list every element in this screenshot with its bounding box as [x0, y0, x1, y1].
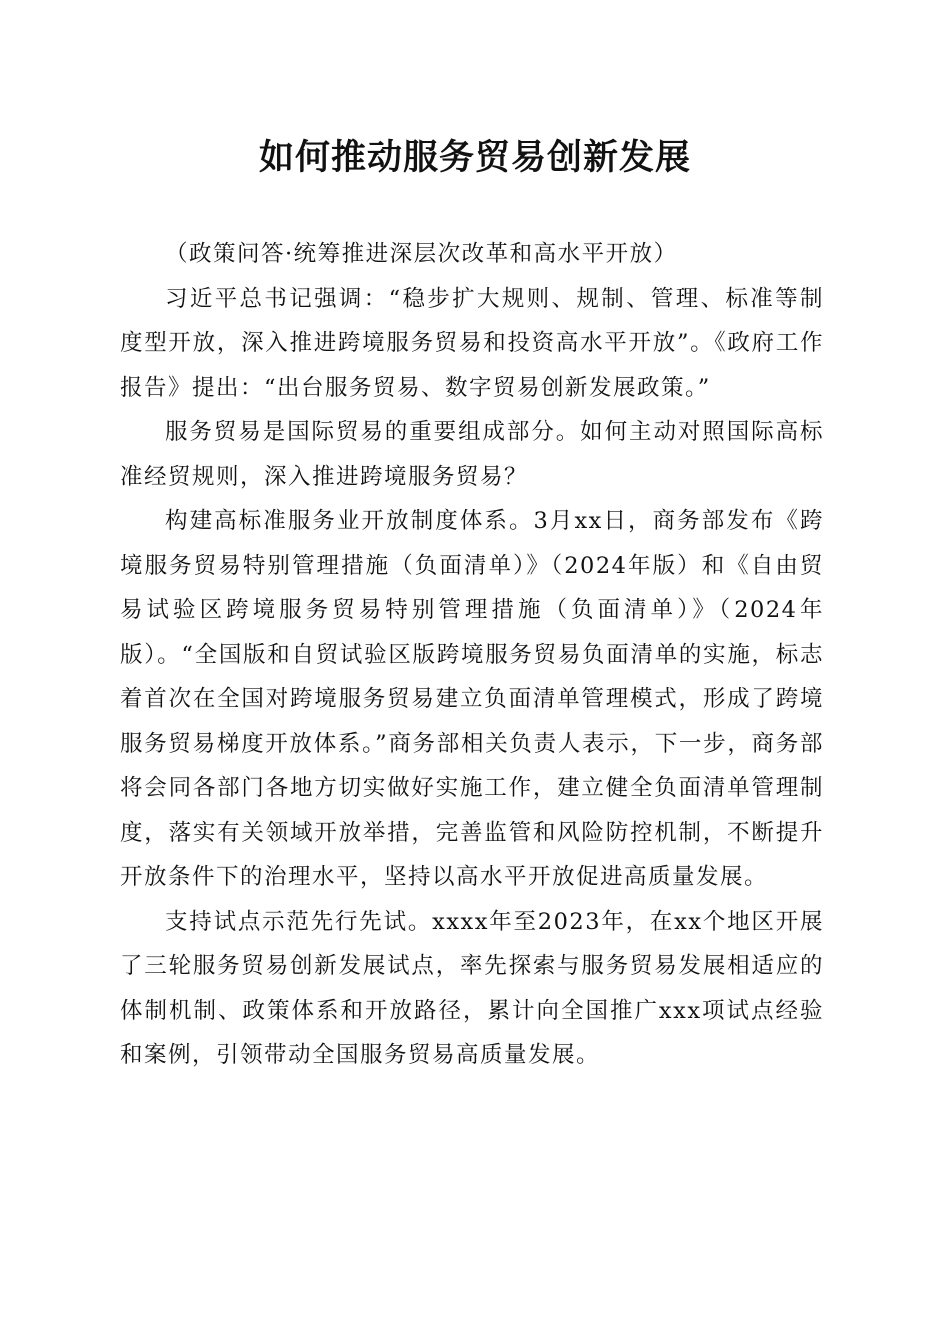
document-body: [120, 232, 824, 1078]
body-paragraph: 习近平总书记强调：“稳步扩大规则、规制、管理、标准等制度型开放，深入推进跨境服务贸易和投资高水平开放”。《政府工作报告》提出：“出台服务贸易、数字贸易创新发展政策。”: [120, 285, 824, 401]
body-paragraph: 构建高标准服务业开放制度体系。3月xx日，商务部发布《跨境服务贸易特别管理措施（负面清单）》（2024年版）和《自由贸易试验区跨境服务贸易特别管理措施（负面清单）》（2024年版）。“全国版和自贸试验区版跨境服务贸易负面清单的实施，标志着首次在全国对跨境服务贸易建立负面清单管理模式，形成了跨境服务贸易梯度开放体系。”商务部相关负责人表示，下一步，商务部将会同各部门各地方切实做好实施工作，建立健全负面清单管理制度，落实有关领域开放举措，完善监管和风险防控机制，不断提升开放条件下的治理水平，坚持以高水平开放促进高质量发展。: [120, 508, 824, 890]
body-paragraph: 支持试点示范先行先试。xxxx年至2023年，在xx个地区开展了三轮服务贸易创新发展试点，率先探索与服务贸易发展相适应的体制机制、政策体系和开放路径，累计向全国推广xxx项试点经验和案例，引领带动全国服务贸易高质量发展。: [120, 908, 824, 1068]
document-title: 如何推动服务贸易创新发展: [258, 137, 691, 178]
body-paragraph: 服务贸易是国际贸易的重要组成部分。如何主动对照国际高标准经贸规则，深入推进跨境服务贸易？: [120, 419, 824, 490]
subtitle-paragraph: （政策问答·统筹推进深层次改革和高水平开放）: [165, 241, 678, 267]
